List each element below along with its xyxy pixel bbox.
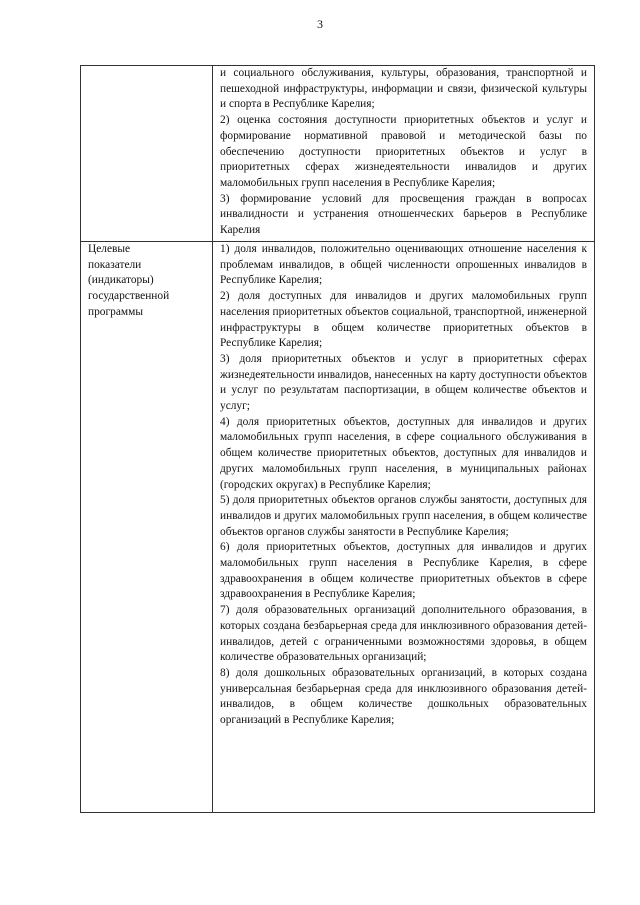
row-label-line: государственной (88, 290, 170, 303)
task-item: 2) оценка состояния доступности приоритетных объектов и услуг и формирование нормативной правовой и методической базы по обеспечению доступности приоритетных объектов и услуг в приоритетных сферах жизнедеятельности инвалидов и других маломобильных групп населения в Республике Карелия; (220, 114, 587, 189)
indicator-item: 3) доля приоритетных объектов и услуг в приоритетных сферах жизнедеятельности инвалидов, нанесенных на карту доступности объектов и услуг по результатам паспортизации, в общем количестве объектов и услуг; (220, 352, 587, 413)
indicator-item: 4) доля приоритетных объектов, доступных для инвалидов и других маломобильных групп населения, в сфере социального обслуживания в общем количестве приоритетных объектов, доступных для инвалидов и других маломобильных групп населения, в муниципальных районах (городских округах) в Республике Карелия; (220, 415, 587, 491)
page-number: 3 (317, 17, 323, 31)
indicator-item: 5) доля приоритетных объектов органов службы занятости, доступных для инвалидов и других маломобильных групп населения, в общем количестве объектов органов службы занятости в Республике Карелия; (220, 494, 587, 538)
program-passport-table (80, 65, 595, 813)
indicator-item: 1) доля инвалидов, положительно оценивающих отношение населения к проблемам инвалидов, в общей численности опрошенных инвалидов в Республике Карелия; (220, 243, 587, 287)
row-label-cell (81, 66, 213, 242)
row-label-line: (индикаторы) (88, 274, 154, 287)
row-label-line: программы (88, 305, 143, 318)
table-row (81, 242, 595, 813)
indicator-item: 7) доля образовательных организаций дополнительного образования, в которых создана безбарьерная среда для инклюзивного образования детей-инвалидов, детей с ограниченными возможностями здоровья, в общем количестве образовательных организаций; (220, 604, 587, 664)
row-content-cell (213, 242, 595, 813)
row-label-cell (81, 242, 213, 813)
table-row (81, 66, 595, 242)
row-label-line: показатели (88, 258, 142, 271)
indicator-item: 2) доля доступных для инвалидов и других маломобильных групп населения приоритетных объектов социальной, транспортной, инженерной инфраструктуры в общем количестве приоритетных объектов в Республике Карелия; (220, 290, 587, 350)
row-label-line: Целевые (88, 243, 131, 255)
indicator-item: 8) доля дошкольных образовательных организаций, в которых создана универсальная безбарьерная среда для инклюзивного образования детей-инвалидов, в общем количестве дошкольных образовательных организаций в Республике Карелия; (220, 666, 587, 727)
indicator-item: 6) доля приоритетных объектов, доступных для инвалидов и других маломобильных групп населения в Республике Карелия, в сфере здравоохранения в общем количестве приоритетных объектов в сфере здравоохранения в Республике Карелия; (220, 541, 587, 601)
row-content-cell (213, 66, 595, 242)
task-item: 3) формирование условий для просвещения граждан в вопросах инвалидности и устранения отношенческих барьеров в Республике Карелия (220, 192, 587, 237)
task-item: и социального обслуживания, культуры, образования, транспортной и пешеходной инфраструктуры, информации и связи, физической культуры и спорта в Республике Карелия; (220, 67, 587, 111)
